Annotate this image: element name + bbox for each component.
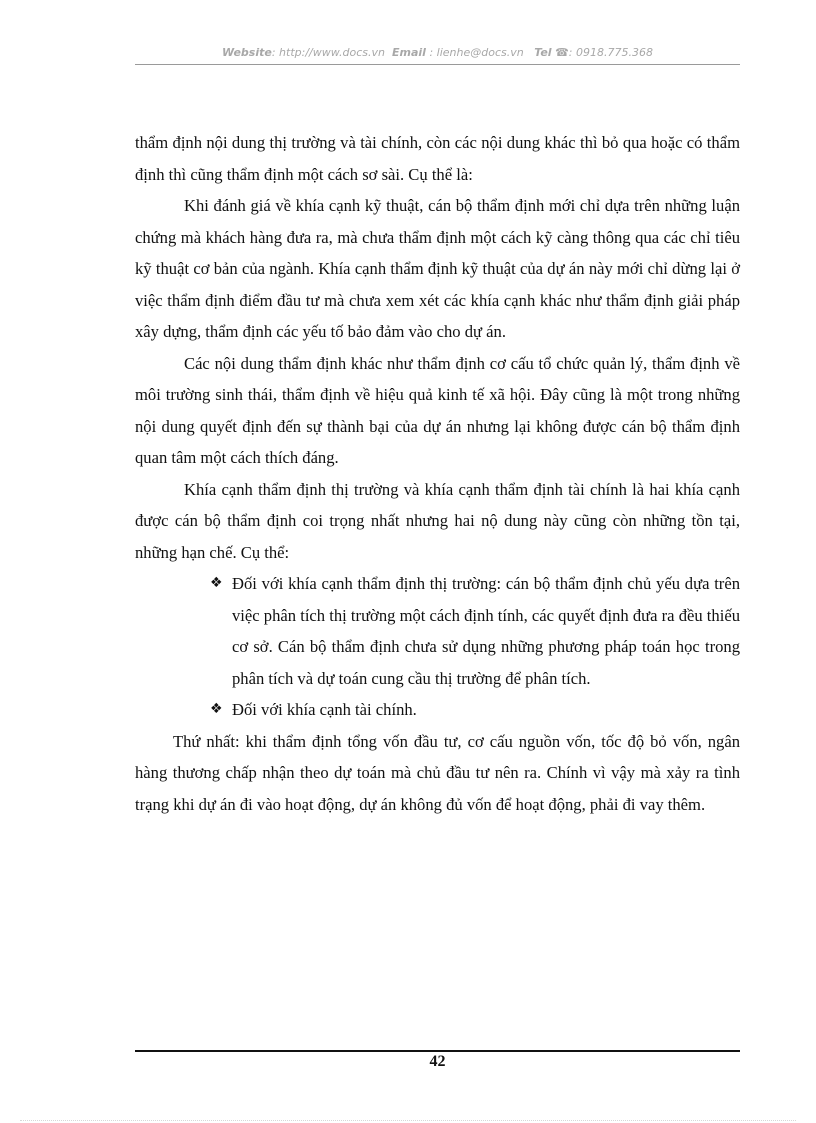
document-body — [135, 127, 740, 820]
page-number: 42 — [429, 1053, 446, 1070]
paragraph-technical: Khi đánh giá về khía cạnh kỹ thuật, cán bộ thẩm định mới chỉ dựa trên những luận chứng mà khách hàng đưa ra, mà chưa thẩm định một cách kỹ càng thông qua các chỉ tiêu kỹ thuật cơ bản của ngành. Khía cạnh thẩm định kỹ thuật của dự án này mới chỉ dừng lại ở việc thẩm định điểm đầu tư mà chưa xem xét các khía cạnh khác như thẩm định giải pháp xây dựng, thẩm định các yếu tố bảo đảm vào cho dự án. — [135, 196, 740, 341]
email-label: Email — [392, 46, 426, 59]
tel-value: : 0918.775.368 — [568, 46, 653, 59]
bullet-item-market — [135, 568, 740, 694]
website-label: Website — [222, 46, 272, 59]
email-value: : lienhe@docs.vn — [429, 46, 524, 59]
header-divider — [135, 64, 740, 65]
website-value: : http://www.docs.vn — [271, 46, 386, 59]
paragraph-continuation: thẩm định nội dung thị trường và tài chính, còn các nội dung khác thì bỏ qua hoặc có thẩm định thì cũng thẩm định một cách sơ sài. Cụ thể là: — [135, 133, 740, 184]
diamond-bullet-icon: ❖ — [210, 575, 223, 591]
paragraph-other-contents: Các nội dung thẩm định khác như thẩm định cơ cấu tổ chức quản lý, thẩm định về môi trường sinh thái, thẩm định về hiệu quả kinh tế xã hội. Đây cũng là một trong những nội dung quyết định đến sự thành bại của dự án nhưng lại không được cán bộ thẩm định quan tâm một cách thích đáng. — [135, 353, 740, 467]
paragraph-first-point: Thứ nhất: khi thẩm định tổng vốn đầu tư, cơ cấu nguồn vốn, tốc độ bỏ vốn, ngân hàng thương chấp nhận theo dự toán mà chủ đầu tư nên ra. Chính vì vậy mà xảy ra tình trạng khi dự án đi vào hoạt động, dự án không đủ vốn để hoạt động, phải đi vay thêm. — [135, 731, 740, 814]
phone-icon: ☎ — [555, 46, 569, 59]
page-edge-divider — [20, 1120, 796, 1121]
paragraph-market-finance: Khía cạnh thẩm định thị trường và khía cạnh thẩm định tài chính là hai khía cạnh được cán bộ thẩm định coi trọng nhất nhưng hai nộ dung này cũng còn những tồn tại, những hạn chế. Cụ thể: — [135, 479, 740, 562]
page-header — [135, 46, 740, 59]
bullet-item-finance — [135, 694, 740, 726]
diamond-bullet-icon: ❖ — [210, 701, 223, 717]
bullet-text: Đối với khía cạnh thẩm định thị trường: cán bộ thẩm định chủ yếu dựa trên việc phân tích thị trường một cách định tính, các quyết định đưa ra đều thiếu cơ sở. Cán bộ thẩm định chưa sử dụng những phương pháp toán học trong phân tích và dự toán cung cầu thị trường để phân tích. — [232, 574, 740, 688]
bullet-text: Đối với khía cạnh tài chính. — [232, 700, 417, 719]
tel-label: Tel — [534, 46, 552, 59]
footer-divider — [135, 1050, 740, 1052]
